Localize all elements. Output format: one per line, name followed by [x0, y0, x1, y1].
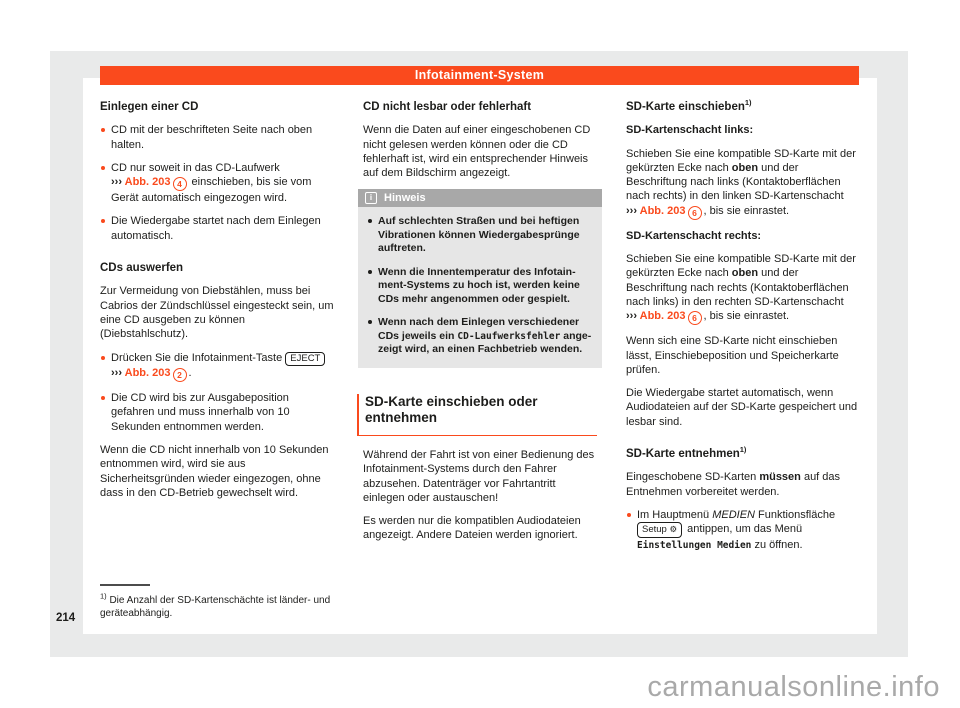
list-item: Die CD wird bis zur Ausgabeposition gefahren und muss innerhalb von 10 Sekunden entnommen werden. — [100, 391, 334, 434]
paragraph: Es werden nur die kompatiblen Audiodateien angezeigt. Andere Dateien werden ignoriert. — [363, 515, 581, 542]
info-icon: i — [365, 192, 377, 204]
footnote-marker: 1) — [100, 591, 107, 601]
bullet-icon — [627, 513, 631, 517]
figure-ref-link: Abb. 203 — [639, 310, 686, 323]
subheading-schacht-rechts: SD-Kartenschacht rechts: — [626, 229, 762, 242]
paragraph: Wenn die CD nicht innerhalb von 10 Sekunden entnommen wird, wird sie aus Sicherheitsgründen wieder eingezogen, ohne dass in den CD-Betrieb gewechselt wird. — [100, 443, 329, 499]
bullet-icon — [101, 128, 105, 132]
bullet-icon — [368, 270, 372, 274]
list-item: Im Hauptmenü MEDIEN Funktionsfläche Setup ⚙ antippen, um das Menü Einstellungen Medien zu öffnen. — [626, 508, 860, 553]
list-item: Wenn nach dem Einlegen verschiedener CDs jeweils ein CD-Laufwerksfehler angezeigt wird, an einen Fachbetrieb wenden. — [367, 316, 593, 357]
figure-ref-link: Abb. 203 — [124, 176, 171, 189]
eject-key: EJECT — [285, 352, 325, 367]
figure-callout-6: 6 — [688, 311, 702, 325]
hinweis-box — [358, 189, 602, 368]
column-middle — [363, 100, 597, 562]
setup-key: Setup ⚙ — [637, 522, 682, 538]
heading-cd-nicht-lesbar: CD nicht lesbar oder fehlerhaft — [363, 101, 532, 113]
footnote-marker: 1) — [744, 98, 752, 108]
see-chevrons: ››› — [626, 310, 640, 323]
figure-callout-4: 4 — [173, 177, 187, 191]
see-chevrons: ››› — [626, 204, 640, 217]
see-chevrons: ››› — [111, 176, 125, 189]
bullet-icon — [101, 356, 105, 360]
bullet-icon — [101, 219, 105, 223]
paragraph: Schieben Sie eine kompatible SD-Karte mit der gekürzten Ecke nach oben und der Beschriftung nach rechts (Kontaktoberflächen nach links) in den rechten SD-Kartenschacht ››› Abb. 203 6 , bis sie einrastet. — [626, 253, 856, 324]
see-chevrons: ››› — [111, 367, 125, 380]
manual-page — [83, 68, 877, 634]
figure-callout-6: 6 — [688, 206, 702, 220]
chapter-title-bar — [100, 66, 859, 85]
paragraph: Schieben Sie eine kompatible SD-Karte mit der gekürzten Ecke nach oben und der Beschriftung nach links (Kontaktoberflächen nach rechts) in den linken SD-Kartenschacht ››› Abb. 203 6 , bis sie einrastet. — [626, 147, 856, 218]
footnote-divider — [100, 584, 150, 586]
heading-cds-auswerfen: CDs auswerfen — [100, 262, 184, 275]
heading-sd-einschieben: SD-Karte einschieben$^{1)}$ — [626, 98, 752, 113]
list-item: CD mit der beschrifteten Seite nach oben halten. — [100, 123, 334, 152]
menu-name: MEDIEN — [712, 508, 755, 521]
page-columns — [100, 100, 860, 562]
figure-ref-link: Abb. 203 — [124, 367, 171, 380]
list-item: Drücken Sie die Infotainment-Taste EJECT ››› Abb. 203 2 . — [100, 351, 334, 383]
column-left — [100, 100, 334, 562]
paragraph: Während der Fahrt ist von einer Bedienung des Infotainment-Systems durch den Fahrer abzusehen. Datenträger vor Fahrtantritt einlegen oder austauschen! — [363, 448, 595, 504]
bullet-icon — [101, 396, 105, 400]
hinweis-header — [358, 189, 602, 207]
paragraph: Zur Vermeidung von Diebstählen, muss bei Cabrios der Zündschlüssel eingesteckt sein, um eine CD ausgeben zu können (Diebstahlschutz). — [100, 285, 334, 341]
bullet-icon — [101, 166, 105, 170]
chapter-title: Infotainment-System — [414, 68, 545, 82]
footnote-marker: 1) — [739, 445, 747, 455]
bullet-icon — [368, 219, 372, 223]
figure-callout-2: 2 — [173, 368, 187, 382]
menu-path-text: Einstellungen Medien — [637, 539, 752, 551]
system-message-text: CD-Laufwerksfehler — [457, 330, 561, 342]
footnote: $^{1)}$ Die Anzahl der SD-Kartenschächte ist länder- und geräteabhängig. — [100, 584, 350, 620]
subheading-schacht-links: SD-Kartenschacht links: — [626, 124, 754, 137]
list-item: Die Wiedergabe startet nach dem Einlegen automatisch. — [100, 214, 334, 243]
section-heading-sd-karte: SD-Karte einschieben oder entnehmen — [357, 394, 597, 436]
page-number: 214 — [56, 612, 76, 624]
heading-einlegen-cd: Einlegen einer CD — [100, 101, 199, 113]
column-right — [626, 100, 860, 562]
gear-icon: ⚙ — [669, 524, 678, 535]
list-item: Wenn die Innentemperatur des Infotainment-Systems zu hoch ist, werden keine CDs mehr angenommen oder gespielt. — [367, 266, 593, 307]
list-item: Auf schlechten Straßen und bei heftigen Vibrationen können Wiedergabesprünge auftreten. — [367, 215, 593, 256]
hinweis-body — [358, 207, 602, 368]
bullet-icon — [368, 320, 372, 324]
paragraph: Die Wiedergabe startet automatisch, wenn Audiodateien auf der SD-Karte gespeichert und lesbar sind. — [626, 387, 858, 428]
paragraph: Eingeschobene SD-Karten müssen auf das Entnehmen vorbereitet werden. — [626, 471, 841, 498]
list-item: CD nur soweit in das CD-Laufwerk ››› Abb. 203 4 einschieben, bis sie vom Gerät automatisch eingezogen wird. — [100, 161, 334, 206]
watermark-text: carmanualsonline.info — [647, 671, 940, 703]
figure-ref-link: Abb. 203 — [639, 204, 686, 217]
paragraph: Wenn sich eine SD-Karte nicht einschieben lässt, Einschiebeposition und Speicherkarte prüfen. — [626, 335, 839, 376]
heading-sd-entnehmen: SD-Karte entnehmen$^{1)}$ — [626, 445, 747, 461]
hinweis-title: Hinweis — [384, 192, 426, 205]
paragraph: Wenn die Daten auf einer eingeschobenen CD nicht gelesen werden können oder die CD fehlerhaft ist, wird ein entsprechender Hinweis auf dem Bildschirm angezeigt. — [363, 124, 591, 180]
